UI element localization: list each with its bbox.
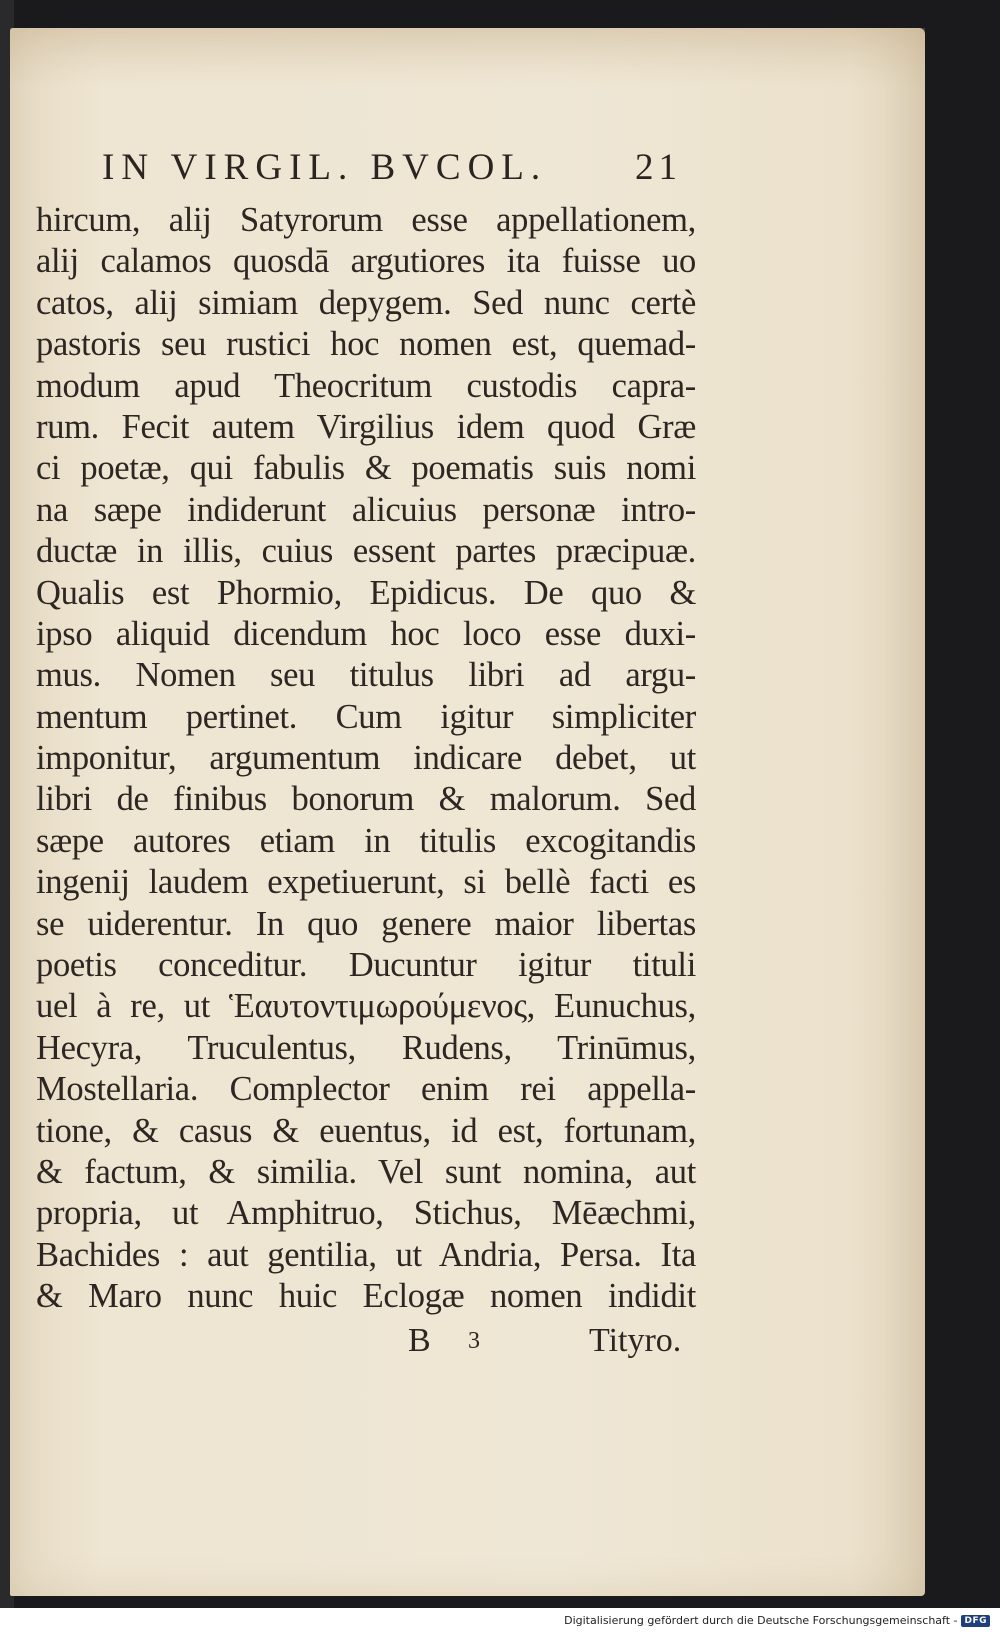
text-line: alij calamos quosdā argutiores ita fuisse uo xyxy=(36,242,696,281)
signature-number: 3 xyxy=(468,1327,480,1354)
text-line: na sæpe indiderunt alicuius personæ intro- xyxy=(36,490,696,529)
text-line: se uiderentur. In quo genere maior libertas xyxy=(36,904,696,943)
text-line: Qualis est Phormio, Epidicus. De quo & xyxy=(36,573,696,612)
book-page xyxy=(10,28,925,1596)
text-line: Bachides : aut gentilia, ut Andria, Persa. Ita xyxy=(36,1235,696,1274)
running-title: IN VIRGIL. BVCOL. xyxy=(102,147,548,188)
dfg-logo-icon: DFG xyxy=(961,1615,990,1627)
text-line: hircum, alij Satyrorum esse appellationem, xyxy=(36,201,696,239)
page-footer xyxy=(36,1318,696,1366)
credit-text: Digitalisierung gefördert durch die Deutsche Forschungsgemeinschaft - xyxy=(564,1614,958,1627)
body-text xyxy=(36,200,696,1318)
text-line: propria, ut Amphitruo, Stichus, Mēæchmi, xyxy=(36,1194,696,1233)
text-line: imponitur, argumentum indicare debet, ut xyxy=(36,739,696,778)
text-line: ductæ in illis, cuius essent partes præcipuæ. xyxy=(36,532,696,571)
text-line: uel à re, ut Ἑαυτοντιμωρούμενος, Eunuchus, xyxy=(36,987,696,1026)
text-line: mus. Nomen seu titulus libri ad argu- xyxy=(36,656,696,695)
text-line: Mostellaria. Complector enim rei appella- xyxy=(36,1070,696,1109)
credit-bar xyxy=(0,1608,1000,1634)
text-line: poetis conceditur. Ducuntur igitur tituli xyxy=(36,946,696,985)
catchword: Tityro. xyxy=(589,1321,682,1359)
funding-credit xyxy=(564,1614,990,1627)
page-header xyxy=(36,146,696,206)
text-line: sæpe autores etiam in titulis excogitandis xyxy=(36,821,696,860)
folio-number: 21 xyxy=(635,147,682,188)
text-line: mentum pertinet. Cum igitur simpliciter xyxy=(36,697,696,736)
text-line: tione, & casus & euentus, id est, fortunam, xyxy=(36,1111,696,1150)
text-line: & factum, & similia. Vel sunt nomina, aut xyxy=(36,1152,696,1191)
text-block xyxy=(36,146,696,1366)
text-line: pastoris seu rustici hoc nomen est, quemad- xyxy=(36,325,696,364)
text-line: modum apud Theocritum custodis capra- xyxy=(36,366,696,405)
text-line: Hecyra, Truculentus, Rudens, Trinūmus, xyxy=(36,1028,696,1067)
text-line: ci poetæ, qui fabulis & poematis suis nomi xyxy=(36,449,696,488)
text-line: ingenij laudem expetiuerunt, si bellè facti es xyxy=(36,863,696,902)
text-line: catos, alij simiam depygem. Sed nunc certè xyxy=(36,283,696,322)
text-line: rum. Fecit autem Virgilius idem quod Græ xyxy=(36,407,696,446)
text-line: libri de finibus bonorum & malorum. Sed xyxy=(36,780,696,819)
signature-mark: B xyxy=(408,1321,431,1359)
text-line: & Maro nunc huic Eclogæ nomen indidit xyxy=(36,1277,696,1316)
text-line: ipso aliquid dicendum hoc loco esse duxi- xyxy=(36,614,696,653)
